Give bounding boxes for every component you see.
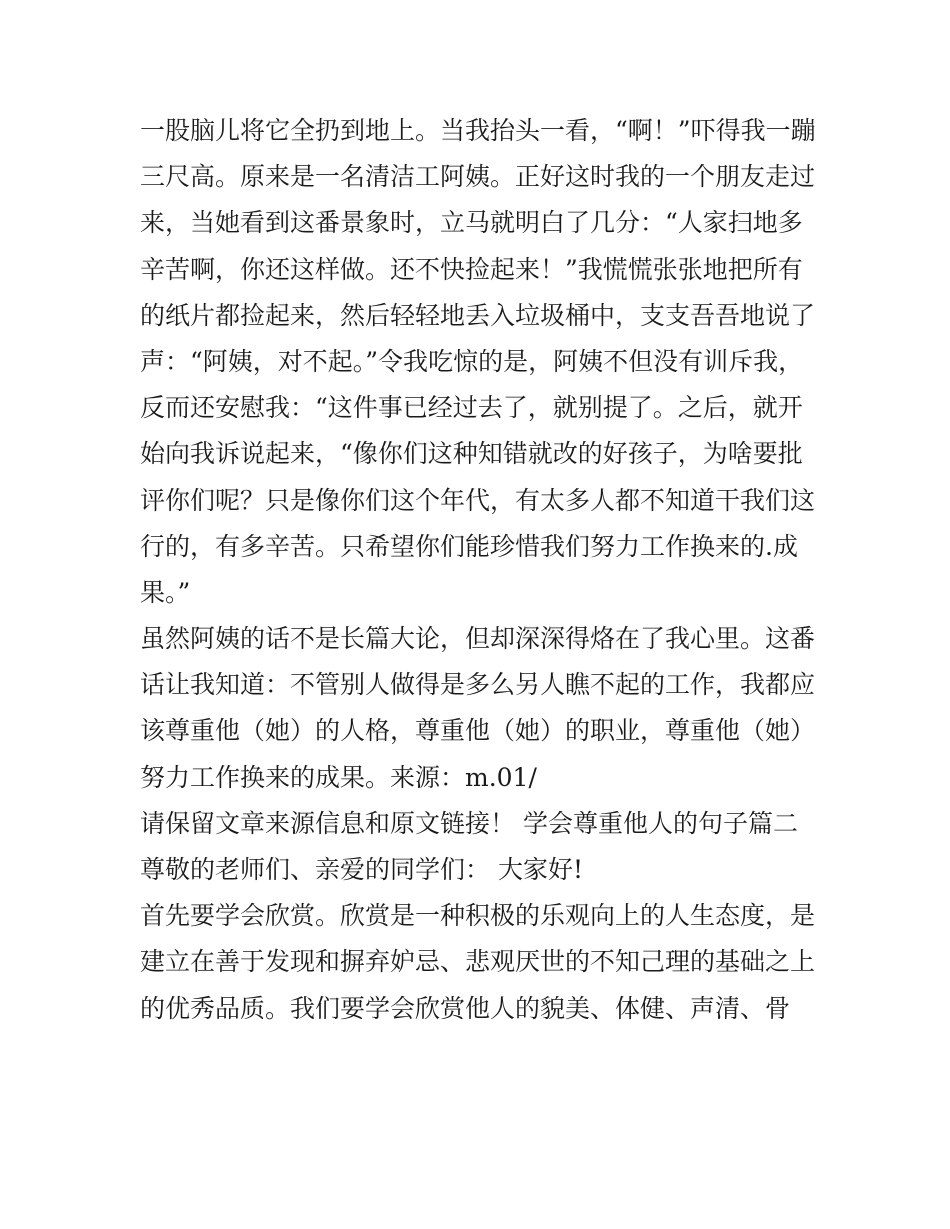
text-line: 果。”	[140, 577, 191, 607]
text-line: 尊敬的老师们、亲爱的同学们： 大家好!	[140, 855, 583, 884]
text-line: 反而还安慰我：“这件事已经过去了，就别提了。之后，就开	[140, 393, 803, 423]
text-line: 声：“阿姨，对不起。”令我吃惊的是，阿姨不但没有训斥我，	[140, 346, 804, 376]
text-line: 请保留文章来源信息和原文链接！ 学会尊重他人的句子篇二	[140, 808, 798, 838]
text-line: 一股脑儿将它全扔到地上。当我抬头一看，“啊！”吓得我一蹦	[140, 116, 816, 145]
document-body	[140, 108, 820, 1032]
text-line: 话让我知道：不管别人做得是多么另人瞧不起的工作，我都应	[140, 670, 816, 700]
text-line: 三尺高。原来是一名清洁工阿姨。正好这时我的一个朋友走过	[140, 162, 816, 192]
text-line: 虽然阿姨的话不是长篇大论，但却深深得烙在了我心里。这番	[140, 624, 816, 654]
text-line: 行的，有多辛苦。只希望你们能珍惜我们努力工作换来的.成	[140, 531, 798, 561]
text-line: 辛苦啊，你还这样做。还不快捡起来！”我慌慌张张地把所有	[140, 254, 803, 284]
text-line: 的纸片都捡起来，然后轻轻地丢入垃圾桶中，支支吾吾地说了	[140, 300, 816, 330]
text-line: 的优秀品质。我们要学会欣赏他人的貌美、体健、声清、骨	[140, 993, 791, 1023]
text-line: 评你们呢？只是像你们这个年代，有太多人都不知道干我们这	[140, 485, 816, 515]
text-line: 首先要学会欣赏。欣赏是一种积极的乐观向上的人生态度，是	[140, 901, 816, 931]
text-line: 建立在善于发现和摒弃妒忌、悲观厌世的不知己理的基础之上	[140, 947, 816, 977]
text-line: 来，当她看到这番景象时，立马就明白了几分：“人家扫地多	[140, 208, 803, 238]
text-line: 该尊重他（她）的人格，尊重他（她）的职业，尊重他（她）	[140, 716, 816, 746]
text-line: 努力工作换来的成果。来源：m.01/	[140, 762, 537, 792]
text-line: 始向我诉说起来，“像你们这种知错就改的好孩子，为啥要批	[140, 439, 803, 469]
